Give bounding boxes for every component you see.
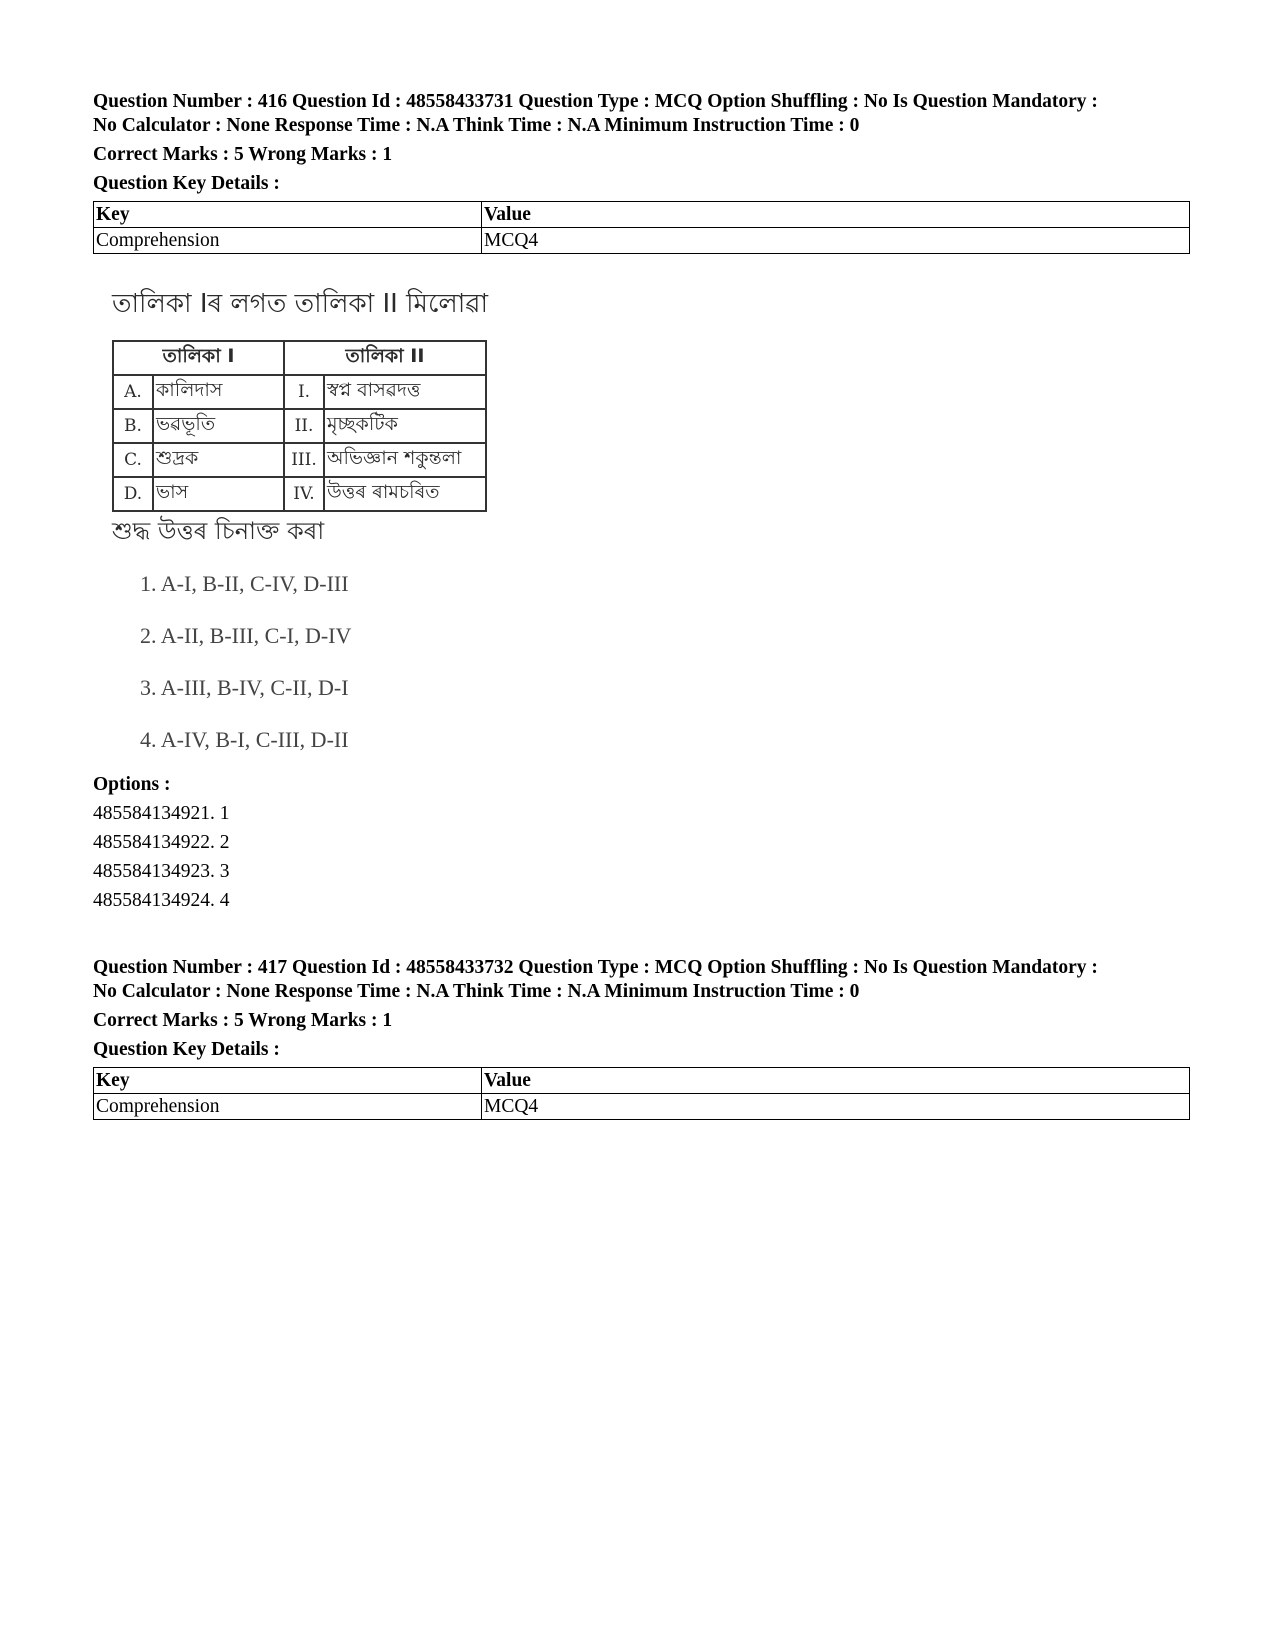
list-1-header: তালিকা I — [113, 341, 284, 375]
question-prompt: তালিকা Iৰ লগত তালিকা II মিলোৱা — [112, 289, 489, 319]
key-table-header-row — [94, 202, 1190, 228]
key-details-table — [93, 1067, 1190, 1120]
value-cell: MCQ4 — [482, 228, 1190, 254]
key-table-row — [94, 228, 1190, 254]
answer-choice: 1. A-I, B-II, C-IV, D-III — [140, 571, 349, 596]
list-1-item: কালিদাস — [153, 375, 284, 409]
value-header-cell: Value — [482, 202, 1190, 228]
option-item: 485584134923. 3 — [93, 861, 230, 882]
key-header-cell: Key — [94, 1068, 482, 1094]
answer-choice: 4. A-IV, B-I, C-III, D-II — [140, 727, 349, 752]
list-1-item: ভাস — [153, 477, 284, 511]
option-item: 485584134922. 2 — [93, 832, 230, 853]
list-2-item: মৃচ্ছকটিক — [324, 409, 486, 443]
question-ask: শুদ্ধ উত্তৰ চিনাক্ত কৰা — [112, 517, 325, 545]
list-2-label: II. — [284, 409, 324, 443]
list-1-label: D. — [113, 477, 153, 511]
list-1-label: C. — [113, 443, 153, 477]
list-2-item: উত্তৰ ৰামচৰিত — [324, 477, 486, 511]
list-1-item: ভৱভূতি — [153, 409, 284, 443]
question-header — [93, 90, 1193, 138]
options-title: Options : — [93, 774, 171, 795]
question-417-block — [93, 956, 1193, 1120]
question-header-line1: Question Number : 417 Question Id : 48558433732 Question Type : MCQ Option Shuffling : No Is Question Mandatory : — [93, 957, 1098, 978]
value-cell: MCQ4 — [482, 1094, 1190, 1120]
list-2-header: তালিকা II — [284, 341, 486, 375]
list-2-item: স্বপ্ন বাসৱদত্ত — [324, 375, 486, 409]
question-header-line1: Question Number : 416 Question Id : 48558433731 Question Type : MCQ Option Shuffling : No Is Question Mandatory : — [93, 91, 1098, 112]
match-table-row — [113, 375, 486, 409]
question-header-line2: No Calculator : None Response Time : N.A Think Time : N.A Minimum Instruction Time : 0 — [93, 981, 860, 1002]
match-table-header-row — [113, 341, 486, 375]
key-header-cell: Key — [94, 202, 482, 228]
option-item: 485584134924. 4 — [93, 890, 230, 911]
list-2-item: অভিজ্ঞান শকুন্তলা — [324, 443, 486, 477]
question-header — [93, 956, 1193, 1004]
list-2-label: I. — [284, 375, 324, 409]
key-table-row — [94, 1094, 1190, 1120]
key-details-title: Question Key Details : — [93, 173, 280, 194]
key-cell: Comprehension — [94, 1094, 482, 1120]
match-table-row — [113, 477, 486, 511]
answer-choice: 3. A-III, B-IV, C-II, D-I — [140, 675, 349, 700]
list-2-label: IV. — [284, 477, 324, 511]
question-image — [108, 275, 568, 765]
key-table-header-row — [94, 1068, 1190, 1094]
option-item: 485584134921. 1 — [93, 803, 230, 824]
match-table-row — [113, 443, 486, 477]
match-table-row — [113, 409, 486, 443]
question-header-line2: No Calculator : None Response Time : N.A Think Time : N.A Minimum Instruction Time : 0 — [93, 115, 860, 136]
match-table — [112, 340, 487, 512]
key-cell: Comprehension — [94, 228, 482, 254]
marks-line: Correct Marks : 5 Wrong Marks : 1 — [93, 1010, 393, 1031]
list-1-label: A. — [113, 375, 153, 409]
marks-line: Correct Marks : 5 Wrong Marks : 1 — [93, 144, 393, 165]
list-1-item: শুদ্রক — [153, 443, 284, 477]
key-details-title: Question Key Details : — [93, 1039, 280, 1060]
list-2-label: III. — [284, 443, 324, 477]
answer-choice: 2. A-II, B-III, C-I, D-IV — [140, 623, 352, 648]
list-1-label: B. — [113, 409, 153, 443]
value-header-cell: Value — [482, 1068, 1190, 1094]
question-416-block — [93, 90, 1193, 254]
key-details-table — [93, 201, 1190, 254]
